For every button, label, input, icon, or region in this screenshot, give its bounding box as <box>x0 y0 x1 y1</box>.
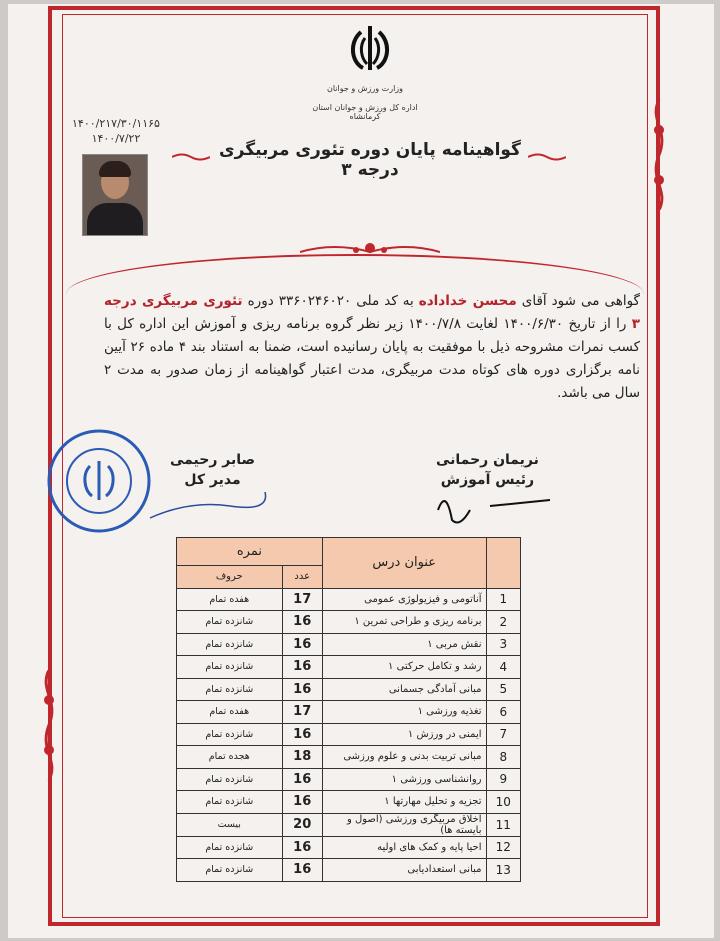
header-course: عنوان درس <box>322 538 486 589</box>
row-index: 12 <box>486 836 520 859</box>
row-course-name: مبانی آمادگی جسمانی <box>322 678 486 701</box>
reference-number: ۱۴۰۰/۲۱۷/۳۰/۱۱۶۵ <box>72 117 160 130</box>
right-ornament-top <box>644 100 674 210</box>
row-grade-letters: شانزده تمام <box>177 656 283 679</box>
row-grade-letters: شانزده تمام <box>177 768 283 791</box>
row-grade-number: 16 <box>282 836 322 859</box>
row-index: 7 <box>486 723 520 746</box>
table-row <box>177 701 521 724</box>
row-grade-number: 16 <box>282 791 322 814</box>
training-head-signature-icon <box>430 480 560 530</box>
row-grade-number: 16 <box>282 859 322 882</box>
header-number: عدد <box>282 566 322 589</box>
row-course-name: مبانی استعدادیابی <box>322 859 486 882</box>
row-grade-number: 16 <box>282 656 322 679</box>
reference-block <box>72 116 160 146</box>
row-grade-letters: شانزده تمام <box>177 836 283 859</box>
director-signature-icon <box>140 480 270 530</box>
row-grade-number: 16 <box>282 678 322 701</box>
row-index: 10 <box>486 791 520 814</box>
training-head-name: نریمان رحمانی <box>436 452 539 468</box>
official-seal-icon <box>46 428 152 534</box>
director-name: صابر رحیمی <box>170 452 256 468</box>
ministry-name: وزارت ورزش و جوانان <box>326 84 404 93</box>
table-row <box>177 768 521 791</box>
row-index: 13 <box>486 859 520 882</box>
certificate-title: گواهینامه پایان دوره تئوری مربیگری درجه ۳ <box>219 140 521 180</box>
row-grade-letters: هفده تمام <box>177 588 283 611</box>
left-ornament-bottom <box>34 670 64 780</box>
row-index: 1 <box>486 588 520 611</box>
row-index: 8 <box>486 746 520 769</box>
row-grade-letters: بیست <box>177 813 283 836</box>
table-row <box>177 723 521 746</box>
row-grade-letters: هجده تمام <box>177 746 283 769</box>
director-title: مدیر کل <box>184 472 241 488</box>
row-grade-letters: هفده تمام <box>177 701 283 724</box>
body-national-id: به کد ملی ۳۳۶۰۲۴۶۰۲۰ دوره <box>247 293 414 309</box>
iran-emblem-icon <box>343 22 397 76</box>
row-index: 9 <box>486 768 520 791</box>
row-grade-number: 16 <box>282 611 322 634</box>
holder-photo <box>82 154 148 236</box>
body-intro: گواهی می شود آقای <box>521 293 640 309</box>
grades-table <box>176 537 521 882</box>
row-grade-letters: شانزده تمام <box>177 611 283 634</box>
table-row <box>177 656 521 679</box>
table-header-row <box>177 538 521 566</box>
row-course-name: احیا پایه و کمک های اولیه <box>322 836 486 859</box>
row-index: 5 <box>486 678 520 701</box>
row-grade-letters: شانزده تمام <box>177 633 283 656</box>
row-course-name: برنامه ریزی و طراحی تمرین ۱ <box>322 611 486 634</box>
header-letters: حروف <box>177 566 283 589</box>
row-grade-letters: شانزده تمام <box>177 791 283 814</box>
row-grade-number: 18 <box>282 746 322 769</box>
row-course-name: روانشناسی ورزشی ۱ <box>322 768 486 791</box>
row-course-name: تجزیه و تحلیل مهارتها ۱ <box>322 791 486 814</box>
row-grade-letters: شانزده تمام <box>177 723 283 746</box>
row-grade-number: 16 <box>282 768 322 791</box>
row-index: 6 <box>486 701 520 724</box>
province-office: اداره کل ورزش و جوانان استان کرمانشاه <box>312 103 418 121</box>
row-course-name: اخلاق مربیگری ورزشی (اصول و بایسته ها) <box>322 813 486 836</box>
row-index: 4 <box>486 656 520 679</box>
row-course-name: مبانی تربیت بدنی و علوم ورزشی <box>322 746 486 769</box>
row-grade-letters: شانزده تمام <box>177 859 283 882</box>
table-row <box>177 836 521 859</box>
holder-name: محسن خداداده <box>418 293 517 309</box>
ministry-heading <box>300 84 430 131</box>
row-course-name: رشد و تکامل حرکتی ۱ <box>322 656 486 679</box>
row-grade-number: 20 <box>282 813 322 836</box>
row-course-name: تغذیه ورزشی ۱ <box>322 701 486 724</box>
row-grade-number: 16 <box>282 723 322 746</box>
reference-date: ۱۴۰۰/۷/۲۲ <box>91 132 141 145</box>
training-head-title: رئیس آموزش <box>440 472 535 488</box>
table-row <box>177 859 521 882</box>
row-grade-number: 16 <box>282 633 322 656</box>
row-index: 3 <box>486 633 520 656</box>
table-row <box>177 791 521 814</box>
body-details: را از تاریخ ۱۴۰۰/۶/۳۰ لغایت ۱۴۰۰/۷/۸ زیر نظر گروه برنامه ریزی و آموزش این اداره کل با کسب نمرات مشروحه ذیل با موفقیت به پایان رسانیده است، ضمنا به استناد بند ۴ ماده ۲۶ آیین نامه برگزاری دوره های کوتاه مدت مربیگری، مدت اعتبار گواهینامه از زمان صدور به مدت ۲ سال می باشد. <box>104 316 641 401</box>
table-row <box>177 588 521 611</box>
row-index: 11 <box>486 813 520 836</box>
course-name: تئوری مربیگری درجه ۳ <box>104 293 641 332</box>
row-course-name: نقش مربی ۱ <box>322 633 486 656</box>
header-grade: نمره <box>177 538 323 566</box>
row-grade-letters: شانزده تمام <box>177 678 283 701</box>
table-row <box>177 633 521 656</box>
row-grade-number: 17 <box>282 701 322 724</box>
table-row <box>177 611 521 634</box>
table-row <box>177 813 521 836</box>
row-grade-number: 17 <box>282 588 322 611</box>
row-index: 2 <box>486 611 520 634</box>
table-row <box>177 678 521 701</box>
header-index <box>486 538 520 589</box>
row-course-name: ایمنی در ورزش ۱ <box>322 723 486 746</box>
certificate-body <box>104 290 640 405</box>
row-course-name: آناتومی و فیزیولوژی عمومی <box>322 588 486 611</box>
title-ornament-right-icon <box>528 152 566 162</box>
table-row <box>177 746 521 769</box>
